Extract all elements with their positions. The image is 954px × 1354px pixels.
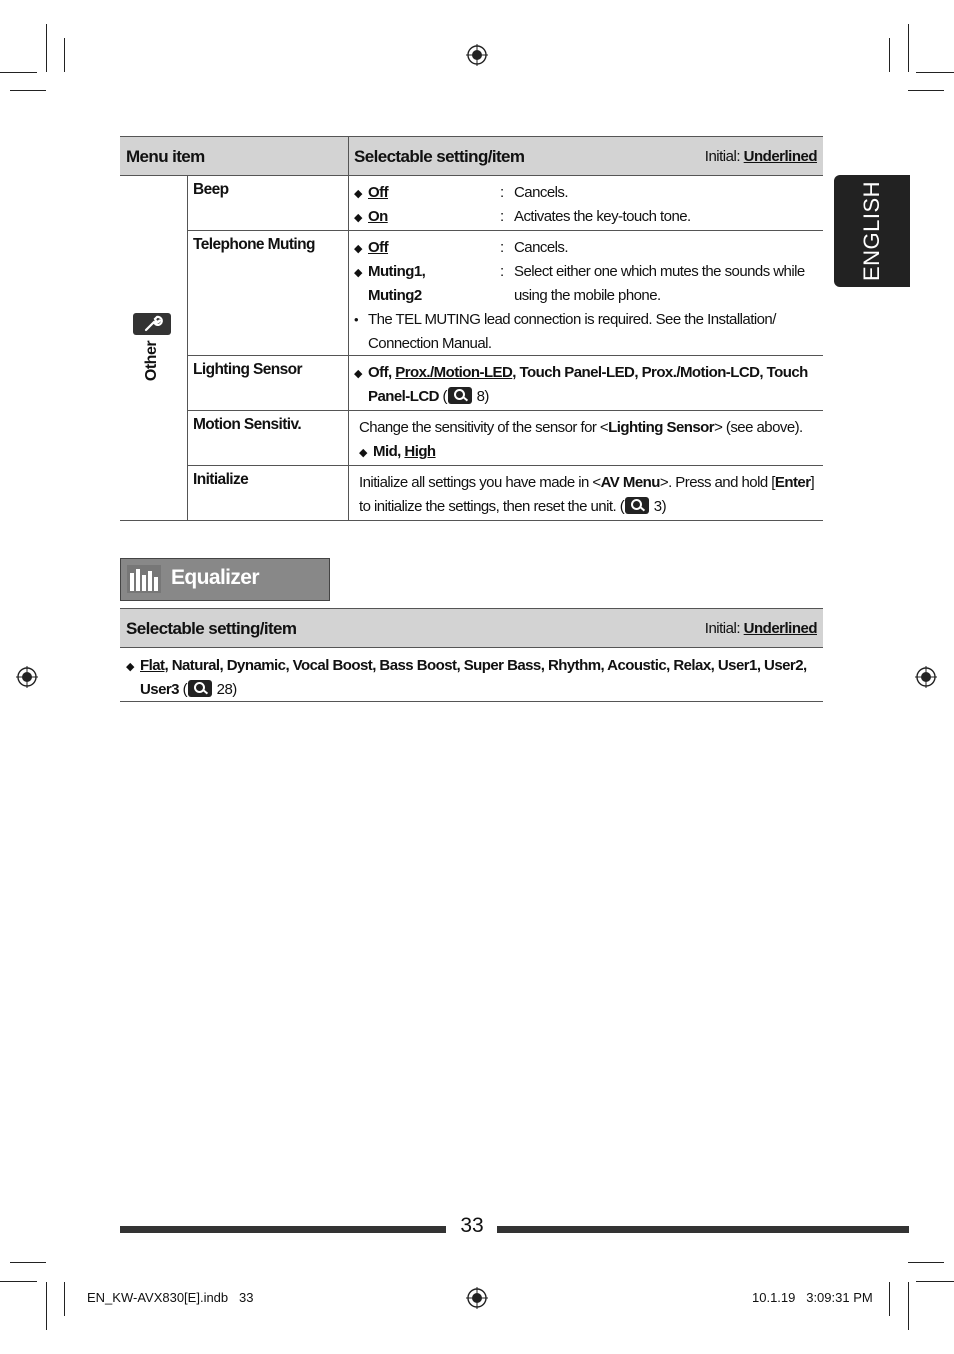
footer-date: 10.1.19 3:09:31 PM (752, 1290, 873, 1305)
footer-file: EN_KW-AVX830[E].indb 33 (87, 1290, 254, 1305)
crop-mark (0, 72, 37, 73)
crop-mark (10, 1262, 46, 1263)
crop-mark (916, 72, 954, 73)
table-row-initialize: Initialize Initialize all settings you have made in <AV Menu>. Press and hold [Enter] to initialize the settings, then reset the unit. ( 3) (193, 471, 815, 515)
crop-mark (916, 1281, 954, 1282)
group-other (132, 313, 172, 383)
crop-mark (64, 38, 65, 72)
row-name: Lighting Sensor (193, 361, 302, 378)
option-row: ◆ Off : Cancels. (354, 184, 568, 201)
option-row: ◆ Mid, High (359, 443, 436, 460)
crop-mark (0, 1281, 37, 1282)
table-row-beep (187, 175, 823, 231)
option-row: Panel-LCD ( 8) (368, 388, 489, 405)
header-menu-item: Menu item (126, 147, 205, 166)
crop-mark (10, 90, 46, 91)
page-bar-right (497, 1226, 909, 1233)
table-header (120, 608, 823, 648)
group-label: Other (143, 340, 160, 382)
crop-mark (889, 38, 890, 72)
option-row: ◆ Muting1, : Select either one which mutes the sounds while (354, 263, 805, 280)
crop-mark (908, 24, 909, 72)
crop-mark (908, 1282, 909, 1330)
reference-magnifier-icon (625, 497, 649, 514)
row-name: Telephone Muting (193, 236, 315, 253)
language-tab-label: ENGLISH (859, 180, 884, 282)
page-number: 33 (460, 1214, 484, 1237)
table-row-lighting-sensor (187, 355, 823, 411)
header-initial: Initial: Underlined (704, 148, 817, 165)
header-selectable: Selectable setting/item (126, 619, 297, 638)
crop-mark (46, 24, 47, 72)
table-header (120, 136, 823, 176)
reference-magnifier-icon (188, 680, 212, 697)
equalizer-icon (127, 565, 161, 593)
registration-mark-icon (466, 1287, 488, 1309)
crop-mark (46, 1282, 47, 1330)
registration-mark-icon (16, 666, 38, 688)
row-name: Initialize (193, 471, 249, 488)
note-row: • The TEL MUTING lead connection is required. See the Installation/ (354, 311, 776, 328)
divider (120, 701, 823, 702)
registration-mark-icon (466, 44, 488, 66)
equalizer-title: Equalizer (171, 566, 259, 589)
divider (120, 520, 823, 521)
crop-mark (64, 1282, 65, 1316)
language-tab (834, 175, 910, 287)
page-bar-left (120, 1226, 446, 1233)
option-row: ◆ Off : Cancels. (354, 239, 568, 256)
equalizer-table (120, 608, 823, 702)
crop-mark (889, 1282, 890, 1316)
reference-magnifier-icon (448, 387, 472, 404)
wrench-icon (133, 313, 171, 335)
table-row-telephone-muting (187, 230, 823, 356)
equalizer-heading (120, 558, 330, 601)
table-row-motion-sensitivity: Motion Sensitiv. Change the sensitivity of the sensor for <Lighting Sensor> (see above). ◆ Mid, High (187, 410, 823, 466)
option-row: ◆ Off, Prox./Motion-LED, Touch Panel-LED, Prox./Motion-LCD, Touch (354, 364, 808, 381)
header-selectable: Selectable setting/item (354, 147, 525, 166)
row-name: Beep (193, 181, 229, 198)
registration-mark-icon (915, 666, 937, 688)
settings-table (120, 136, 823, 521)
crop-mark (908, 1262, 944, 1263)
equalizer-options: ◆ Flat, Natural, Dynamic, Vocal Boost, Bass Boost, Super Bass, Rhythm, Acoustic, Relax, User1, User2, User3 ( 28) (126, 657, 807, 698)
row-name: Motion Sensitiv. (193, 416, 302, 433)
header-initial: Initial: Underlined (704, 620, 817, 637)
option-row: ◆ On : Activates the key-touch tone. (354, 208, 691, 225)
crop-mark (908, 90, 944, 91)
option-row: Muting2 using the mobile phone. (368, 287, 661, 304)
note-row: Connection Manual. (368, 335, 492, 352)
